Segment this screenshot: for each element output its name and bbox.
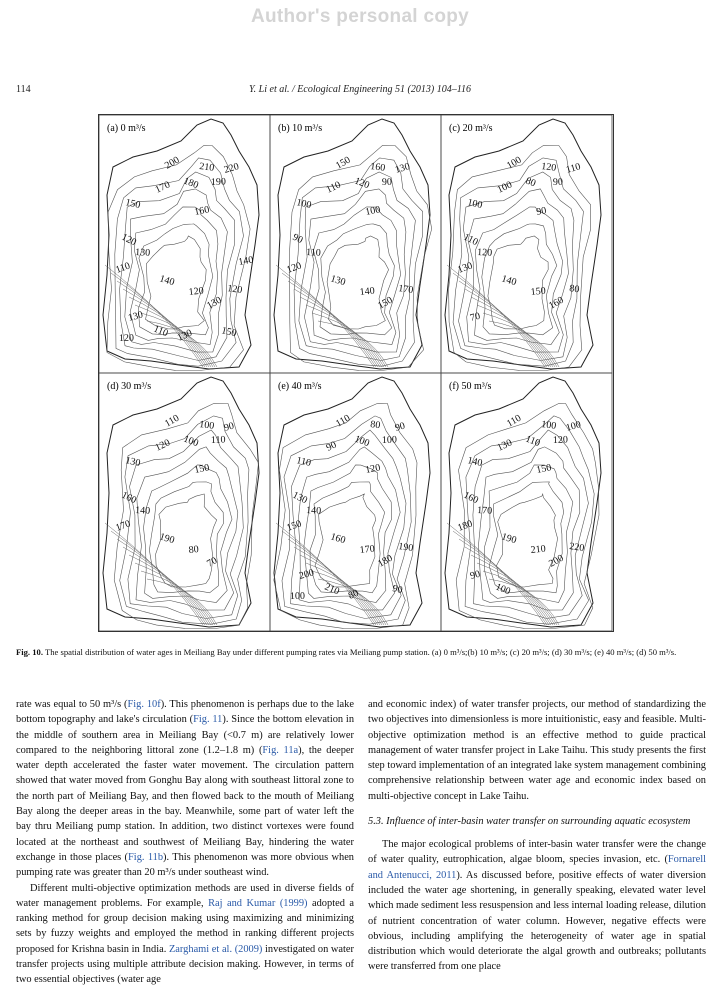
contour-label: 150 bbox=[530, 285, 547, 298]
panel-label: (f) 50 m³/s bbox=[449, 381, 492, 392]
ref-link[interactable]: Fig. 11a bbox=[262, 744, 299, 756]
contour-label: 100 bbox=[198, 419, 215, 432]
contour-line bbox=[313, 207, 401, 345]
contour-label: 120 bbox=[118, 332, 135, 344]
contour-label: 100 bbox=[564, 419, 583, 434]
contour-line bbox=[477, 563, 555, 625]
contour-label: 100 bbox=[505, 154, 524, 172]
running-header: Y. Li et al. / Ecological Engineering 51 (2013) 104–116 bbox=[249, 84, 471, 95]
ref-link[interactable]: Fig. 10f bbox=[127, 699, 161, 710]
figure-panel bbox=[99, 373, 270, 631]
figure-caption bbox=[16, 646, 702, 658]
contour-label: 130 bbox=[290, 489, 309, 507]
contour-label: 110 bbox=[295, 455, 312, 469]
contour-label: 120 bbox=[119, 231, 138, 249]
contour-label: 140 bbox=[466, 455, 484, 470]
contour-label: 150 bbox=[535, 462, 553, 476]
contour-line bbox=[136, 447, 238, 610]
section-heading: 5.3. Influence of inter-basin water transfer on surrounding aquatic ecosystem bbox=[368, 816, 691, 828]
contour-line bbox=[105, 523, 203, 625]
panel-label: (a) 0 m³/s bbox=[107, 123, 146, 134]
left-column bbox=[16, 697, 354, 988]
contour-label: 170 bbox=[397, 283, 414, 297]
contour-label: 150 bbox=[220, 325, 238, 340]
contour-label: 150 bbox=[285, 518, 304, 534]
contour-line bbox=[304, 189, 406, 352]
contour-label: 110 bbox=[564, 161, 582, 176]
contour-label: 110 bbox=[523, 433, 542, 450]
contour-line bbox=[146, 236, 207, 329]
contour-label: 90 bbox=[324, 439, 339, 454]
contour-label: 110 bbox=[163, 412, 182, 430]
caption-text: The spatial distribution of water ages in Meiliang Bay under different pumping rates via Meiliang pump station. (a) 0 m³/s;(b) 10 m³/s; (c) 20 m³/s; (d) 30 m³/s; (e) 40 m³/s; (d) 50 m³/s. bbox=[44, 647, 677, 657]
contour-label: 130 bbox=[134, 247, 151, 259]
contour-label: 90 bbox=[222, 420, 236, 434]
contour-label: 200 bbox=[297, 567, 316, 582]
contour-label: 90 bbox=[393, 420, 407, 434]
contour-label: 140 bbox=[359, 285, 376, 298]
panel-label: (b) 10 m³/s bbox=[278, 123, 323, 134]
figure-panel bbox=[270, 115, 441, 373]
contour-line bbox=[488, 236, 548, 329]
contour-label: 110 bbox=[210, 434, 226, 446]
page-number: 114 bbox=[16, 84, 31, 95]
contour-line bbox=[276, 523, 374, 625]
contour-label: 110 bbox=[334, 412, 353, 430]
contour-label: 120 bbox=[153, 437, 172, 454]
contour-line bbox=[123, 547, 209, 625]
contour-label: 120 bbox=[552, 434, 569, 446]
contour-label: 100 bbox=[466, 197, 484, 212]
paragraph: Different multi-objective optimization methods are used in diverse fields of water management problems. For example, Raj and Kumar (1999) adopted a ranking method for group decision making using maximizing and minimizing sets by fuzzy weights and employed the method in ranking different projects proposed for Krishna basin in India. Zarghami et al. (2009) investigated on water transfer projects using multiple attribute decision making. However, in terms of two essential objectives (water age bbox=[16, 882, 355, 986]
ref-link[interactable]: Fornarell and Antenucci, 2011 bbox=[368, 854, 706, 881]
contour-label: 190 bbox=[158, 531, 176, 547]
contour-label: 210 bbox=[198, 161, 215, 174]
contour-label: 210 bbox=[530, 543, 547, 556]
panel-label: (c) 20 m³/s bbox=[449, 123, 493, 134]
panel-label: (e) 40 m³/s bbox=[278, 381, 322, 392]
figure-panel bbox=[99, 115, 270, 373]
contour-label: 160 bbox=[119, 489, 138, 507]
contour-line bbox=[135, 563, 213, 625]
contour-label: 80 bbox=[369, 419, 381, 432]
contour-label: 120 bbox=[364, 462, 382, 476]
contour-label: 200 bbox=[547, 552, 566, 570]
contour-label: 130 bbox=[495, 437, 514, 454]
contour-label: 100 bbox=[381, 434, 398, 446]
contour-label: 180 bbox=[376, 552, 395, 570]
contour-label: 220 bbox=[222, 161, 241, 176]
contour-line bbox=[447, 265, 545, 367]
contour-line bbox=[306, 305, 384, 367]
contour-label: 80 bbox=[188, 543, 200, 556]
contour-label: 190 bbox=[210, 176, 227, 188]
contour-line bbox=[475, 207, 566, 345]
contour-label: 80 bbox=[523, 175, 538, 190]
contour-label: 180 bbox=[456, 518, 475, 534]
panel-label: (d) 30 m³/s bbox=[107, 381, 152, 392]
contour-line bbox=[144, 465, 233, 603]
contour-label: 180 bbox=[181, 175, 200, 192]
contour-label: 130 bbox=[393, 161, 412, 176]
figure-panel bbox=[441, 373, 612, 631]
figure-10-panels bbox=[99, 115, 613, 631]
contour-line bbox=[315, 494, 376, 587]
paragraph: and economic index) of water transfer projects, our method of standardizing the two objectives into dimensionless is more intuitionistic, easy and feasible. Multi-objective optimization method is an effective method to guide practical management of water transfer project in Lake Taihu. This study presents the first step toward implementation of an integrated lake system management combining comprehensive relationship between water age and economic index based on multi-objective concept in Lake Taihu. bbox=[368, 699, 706, 802]
contour-label: 120 bbox=[352, 175, 371, 192]
contour-label: 200 bbox=[163, 154, 182, 172]
contour-label: 110 bbox=[151, 323, 170, 340]
contour-label: 110 bbox=[114, 260, 132, 276]
contour-label: 150 bbox=[124, 197, 142, 212]
contour-label: 110 bbox=[505, 412, 524, 430]
watermark: Author's personal copy bbox=[250, 6, 470, 27]
contour-label: 130 bbox=[205, 294, 224, 312]
contour-label: 120 bbox=[540, 161, 557, 174]
contour-label: 170 bbox=[153, 179, 172, 196]
contour-label: 170 bbox=[114, 518, 133, 534]
paragraph: rate was equal to 50 m³/s (Fig. 10f). This phenomenon is perhaps due to the lake bottom topography and lake's circulation (Fig. 11). Since the bottom elevation in the middle of southern area in Meiliang Bay (<0.7 m) are relatively lower compared to the neighboring littoral zone (1.2–1.8 m) (Fig. 11a), the deeper water depth accelerated the faster water movement. The circulation pattern showed that water moved from Gonghu Bay along with southeast littoral zone to the north part of Meiliang Bay, and then flowed back to the mouth of Meiliang Bay along the deeper areas in the bay. Meanwhile, some part of water left the bay thru Meiliang pump station. In addition, two distinct vortexes were found located at the northeast and southwest of Meiliang Bay, hindering the water exchange in those places (Fig. 11b). This phenomenon was more obvious when pumping rate was greater than 20 m³/s under southeast wind. bbox=[16, 699, 355, 879]
contour-label: 80 bbox=[568, 283, 581, 296]
contour-line bbox=[128, 430, 243, 619]
contour-label: 90 bbox=[381, 176, 393, 188]
contour-label: 100 bbox=[295, 197, 313, 212]
right-column bbox=[368, 697, 706, 975]
contour-label: 110 bbox=[461, 231, 480, 249]
contour-label: 130 bbox=[124, 455, 142, 470]
contour-label: 150 bbox=[334, 154, 353, 172]
contour-label: 100 bbox=[181, 433, 200, 450]
contour-label: 100 bbox=[364, 204, 382, 218]
contour-label: 110 bbox=[305, 247, 322, 259]
contour-label: 120 bbox=[285, 260, 304, 276]
contour-line bbox=[453, 158, 583, 366]
caption-label: Fig. 10. bbox=[16, 647, 43, 657]
contour-line bbox=[306, 563, 384, 625]
contour-label: 190 bbox=[500, 531, 518, 547]
contour-line bbox=[310, 482, 385, 593]
contour-label: 100 bbox=[540, 419, 557, 432]
contour-label: 90 bbox=[468, 568, 482, 582]
contour-label: 130 bbox=[456, 260, 475, 276]
ref-link[interactable]: Zarghami et al. (2009) bbox=[168, 943, 263, 955]
contour-label: 90 bbox=[552, 176, 564, 188]
contour-line bbox=[299, 172, 416, 361]
contour-label: 90 bbox=[290, 231, 305, 247]
ref-link[interactable]: Fig. 11b bbox=[128, 851, 164, 863]
contour-line bbox=[482, 224, 557, 335]
contour-label: 110 bbox=[324, 179, 343, 196]
contour-label: 140 bbox=[158, 273, 176, 289]
paragraph: The major ecological problems of inter-basin water transfer were the change of water quality, eutrophication, algae bloom, species invasion, etc. (Fornarell and Antenucci, 2011). As discussed before, positive effects of water diversion included the water age shortening, in generally speaking, elevated water level which made sediment less resuspension and less internal loading release, dilution of nutrient concentration of water column. However, negative effects were obvious, including amplifying the heterogeneity of water age in spatial distribution which would deteriorate the algal growth and outbreaks; pollutants were transferred from one place bbox=[368, 839, 706, 973]
contour-label: 100 bbox=[289, 590, 306, 602]
contour-label: 90 bbox=[391, 583, 404, 597]
contour-label: 130 bbox=[175, 327, 194, 344]
contour-line bbox=[449, 145, 591, 370]
contour-label: 160 bbox=[369, 161, 386, 174]
contour-label: 80 bbox=[346, 587, 361, 602]
contour-label: 140 bbox=[305, 505, 322, 517]
contour-label: 170 bbox=[359, 543, 376, 556]
ref-link[interactable]: Fig. 11 bbox=[193, 714, 223, 726]
contour-label: 140 bbox=[500, 273, 518, 289]
figure-10 bbox=[98, 114, 614, 632]
contour-label: 220 bbox=[568, 541, 585, 555]
contour-label: 100 bbox=[352, 433, 371, 450]
contour-label: 100 bbox=[495, 179, 514, 196]
ref-link[interactable]: Raj and Kumar (1999) bbox=[208, 897, 308, 909]
contour-line bbox=[105, 265, 203, 367]
contour-line bbox=[298, 447, 400, 610]
contour-label: 160 bbox=[193, 204, 211, 218]
contour-label: 70 bbox=[205, 555, 220, 570]
contour-label: 170 bbox=[476, 505, 493, 517]
figure-panel bbox=[441, 115, 612, 373]
contour-label: 70 bbox=[468, 310, 482, 324]
contour-label: 90 bbox=[535, 205, 548, 218]
contour-label: 160 bbox=[461, 489, 480, 507]
contour-label: 120 bbox=[188, 285, 205, 298]
contour-label: 190 bbox=[397, 541, 414, 555]
contour-label: 150 bbox=[376, 294, 395, 312]
contour-label: 140 bbox=[134, 505, 151, 517]
contour-label: 160 bbox=[329, 531, 347, 547]
contour-label: 160 bbox=[547, 294, 566, 312]
contour-label: 210 bbox=[322, 581, 341, 598]
contour-line bbox=[447, 523, 545, 625]
contour-label: 120 bbox=[226, 283, 243, 297]
figure-panel bbox=[270, 373, 441, 631]
contour-label: 140 bbox=[237, 254, 255, 268]
contour-line bbox=[138, 224, 212, 335]
contour-label: 100 bbox=[493, 581, 512, 598]
contour-label: 130 bbox=[329, 273, 347, 289]
contour-label: 120 bbox=[476, 247, 493, 259]
contour-label: 130 bbox=[126, 309, 145, 324]
contour-label: 150 bbox=[193, 462, 211, 476]
contour-line bbox=[489, 482, 564, 593]
